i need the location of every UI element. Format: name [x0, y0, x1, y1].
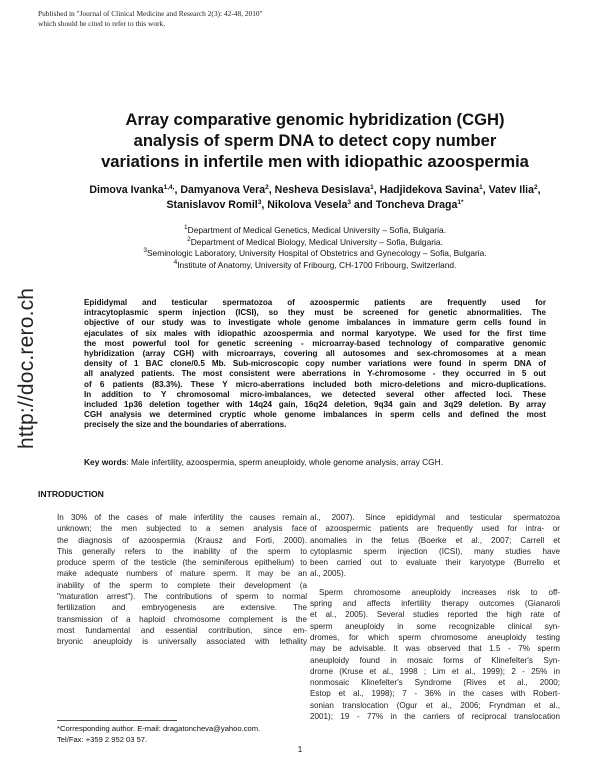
author-affiliation-marker: 1 — [479, 184, 483, 191]
body-line: nonmosaic Klinefelter's Syndrome (Rives et al., 2000; — [310, 678, 560, 688]
title-line: variations in infertile men with idiopathic azoospermia — [101, 152, 529, 171]
body-line: anomalies in the fetus (Boerke et al., 2007; Carrell et — [310, 535, 560, 545]
author-affiliation-marker: 2 — [534, 184, 538, 191]
publication-note-line2: which should be cited to refer to this work. — [38, 19, 166, 28]
author-name: Nesheva Desislava — [274, 184, 371, 196]
body-line: sperm aneuploidy in some recognizable clinical syn- — [310, 621, 560, 631]
abstract-line: precisely the size and the boundaries of aberrations. — [84, 420, 287, 430]
author-affiliation-marker: 1,4, — [163, 184, 175, 191]
author-separator: , — [174, 184, 181, 196]
body-line: In 30% of the cases of male infertility the causes remain — [57, 513, 307, 522]
author-line-2 — [60, 198, 570, 213]
body-line: produce sperm of the testicle (the seminiferous epithelium) to — [57, 558, 307, 568]
abstract-line: of 6 patients (83.3%). These Y micro-aberrations included both micro-deletions and micro-duplications. — [84, 379, 546, 389]
author-name: Dimova Ivanka — [89, 184, 164, 196]
abstract-line: Epididymal and testicular spermatozoa of azoospermic patients are frequently used for — [84, 298, 546, 307]
author-affiliation-marker: 1 — [370, 184, 374, 191]
right-column — [310, 512, 560, 722]
affiliation-number: 4 — [173, 258, 178, 266]
body-line: This generally refers to the inability of the sperm to — [57, 546, 307, 556]
author-affiliation-marker: 3 — [257, 199, 262, 206]
author-name: Vatev Ilia — [488, 184, 534, 196]
body-line: dromes, for which sperm chromosome aneuploidy testing — [310, 632, 560, 642]
abstract-line: objective of our study was to investigate whole genome imbalances in immature germ cells found in — [84, 318, 546, 328]
author-name: Stanislavov Romil — [166, 199, 258, 211]
affiliation-text: Department of Medical Genetics, Medical University – Sofia, Bulgaria. — [187, 225, 446, 235]
abstract-line: intracytoplasmic sperm injection (ICSI), so they must be screened for genetic abnormalities. The — [84, 308, 546, 318]
author-separator: , — [373, 184, 380, 196]
author-separator: , — [537, 184, 541, 196]
paper-title — [60, 109, 570, 172]
paragraph-gap — [310, 580, 560, 587]
body-line: inability of the sperm to complete their development (a — [57, 580, 307, 590]
side-watermark-url: http://doc.rero.ch — [15, 287, 38, 449]
abstract-line: hybridization (array CGH) with microarrays, covering all autosomes and sex-chromosomes at a mean — [84, 349, 546, 359]
affiliation — [60, 237, 570, 249]
keywords-label: Key words — [84, 457, 127, 467]
affiliation-text: Seminologic Laboratory, University Hospital of Obstetrics and Gynecology – Sofia, Bulgaria. — [146, 248, 487, 258]
body-line: the diagnosis of azoospermia (Krausz and Forti, 2000). — [57, 535, 307, 545]
footnote-divider — [57, 720, 177, 721]
author-separator: , — [261, 199, 268, 211]
body-line: cytoplasmic sperm injection (ICSI), many studies have — [310, 546, 560, 556]
author-affiliation-marker: 2 — [265, 184, 269, 191]
affiliation-number: 2 — [187, 235, 191, 243]
author-affiliation-marker: 3 — [347, 199, 351, 206]
left-column — [57, 512, 307, 648]
author-name: Toncheva Draga — [375, 199, 458, 211]
affiliation-number: 3 — [143, 247, 147, 254]
abstract-line: included 1p36 deletion together with 14q24 gain, 16q24 deletion, 9q34 gain and 3q29 deletion. By array — [84, 400, 546, 410]
body-line: make adequate numbers of mature sperm. It may be an — [57, 569, 307, 579]
body-line: aneuploidy found in mosaic forms of Klinefelter's Syn- — [310, 655, 560, 665]
section-heading-introduction: INTRODUCTION — [38, 489, 104, 499]
author-name: Hadjidekova Savina — [379, 184, 480, 196]
author-affiliation-marker: 1* — [457, 199, 464, 206]
footnote-corresponding-author — [57, 724, 307, 745]
body-line: transmission of a haploid chromosome complement is the — [57, 614, 307, 624]
body-line: al., 2007). Since epididymal and testicular spermatozoa — [310, 513, 560, 522]
affiliation-text: Institute of Anatomy, University of Fribourg, CH-1700 Fribourg, Switzerland. — [177, 259, 457, 270]
author-separator: , — [482, 184, 489, 196]
affiliation — [60, 260, 570, 272]
affiliation — [60, 248, 570, 260]
body-line: 2001); 19 - 77% in the carriers of reciprocal translocation — [310, 712, 560, 722]
abstract-line: the most powerful tool for genetic screening - microarray-based technology of comparative genomic — [84, 338, 546, 348]
author-separator: , — [268, 184, 275, 196]
body-line: fertilization and embryogenesis are extensive. The — [57, 603, 307, 613]
author-line-1 — [60, 183, 570, 198]
body-line: most fundamental and essential contribution, since em- — [57, 625, 307, 635]
title-line: analysis of sperm DNA to detect copy number — [133, 131, 497, 150]
author-name: Damyanova Vera — [180, 184, 266, 196]
body-line: Estop et al., 1998); 7 - 36% in the cases with Robert- — [310, 689, 560, 699]
publication-note-line1: Published in "Journal of Clinical Medicine and Research 2(3): 42-48, 2010" — [38, 9, 263, 18]
keywords-text: : Male infertility, azoospermia, sperm aneuploidy, whole genome analysis, array CGH. — [126, 457, 444, 467]
abstract-line: In addition to Y chromosomal micro-imbalances, we detected several other affected loci. These — [84, 389, 546, 399]
body-line: "maturation arrest"). The contributions of sperm to normal — [57, 592, 307, 602]
abstract-line: density of 1 BAC clone/0.5 Mb. Sub-microscopic copy number variations were found in sperm DNA of — [84, 359, 546, 369]
body-line: may be advisable. It was observed that 1.5 - 7% sperm — [310, 644, 560, 654]
affiliation — [60, 225, 570, 237]
abstract-line: ejaculates of six males with idiopathic azoospermia and normal karyotype. We used for the first time — [84, 328, 546, 338]
footnote-line: *Corresponding author. E-mail: dragatoncheva@yahoo.com. — [57, 724, 261, 733]
affiliation-text: Department of Medical Biology, Medical University – Sofia, Bulgaria. — [190, 236, 443, 247]
publication-note — [38, 9, 263, 29]
body-line: been carried out to evaluate their karyotype (Burrello et — [310, 558, 560, 568]
body-line: of azoospermic patients are frequently used for intra- or — [310, 524, 560, 534]
affiliation-list — [60, 225, 570, 271]
affiliation-number: 1 — [184, 224, 188, 231]
body-line: spring and affects infertility therapy outcomes (Gianaroli — [310, 599, 560, 609]
author-separator: and — [350, 199, 376, 211]
abstract — [84, 298, 546, 431]
body-line: unknown; the men subjected to a semen analysis face — [57, 524, 307, 534]
page-number: 1 — [297, 745, 303, 754]
body-line: bryonic aneuploidy is universally associated with lethality — [57, 637, 307, 647]
body-line: et al., 2005). Several studies reported the high rate of — [310, 610, 560, 620]
keywords — [84, 457, 554, 467]
author-list — [60, 183, 570, 213]
title-line: Array comparative genomic hybridization (CGH) — [125, 110, 505, 129]
footnote-line: Tel/Fax: +359 2 952 03 57. — [57, 734, 148, 744]
body-line: Sperm chromosome aneuploidy increases risk to off- — [319, 587, 560, 597]
author-name: Nikolova Vesela — [267, 199, 348, 211]
abstract-line: all analyzed patients. The most consistent were aberrations in Y-chromosome - they occurred in 5 out — [84, 369, 546, 379]
body-line: drome (Kruse et al., 1998 ; Lim et al., 1999); 2 - 25% in — [310, 666, 560, 676]
body-line: sonian translocation (Ogur et al., 2006; Fryndman et al., — [310, 700, 560, 710]
abstract-line: CGH analysis we determined cryptic whole genome imbalances in sperm cells and defined the most — [84, 410, 546, 420]
body-line: al., 2005). — [310, 569, 346, 579]
